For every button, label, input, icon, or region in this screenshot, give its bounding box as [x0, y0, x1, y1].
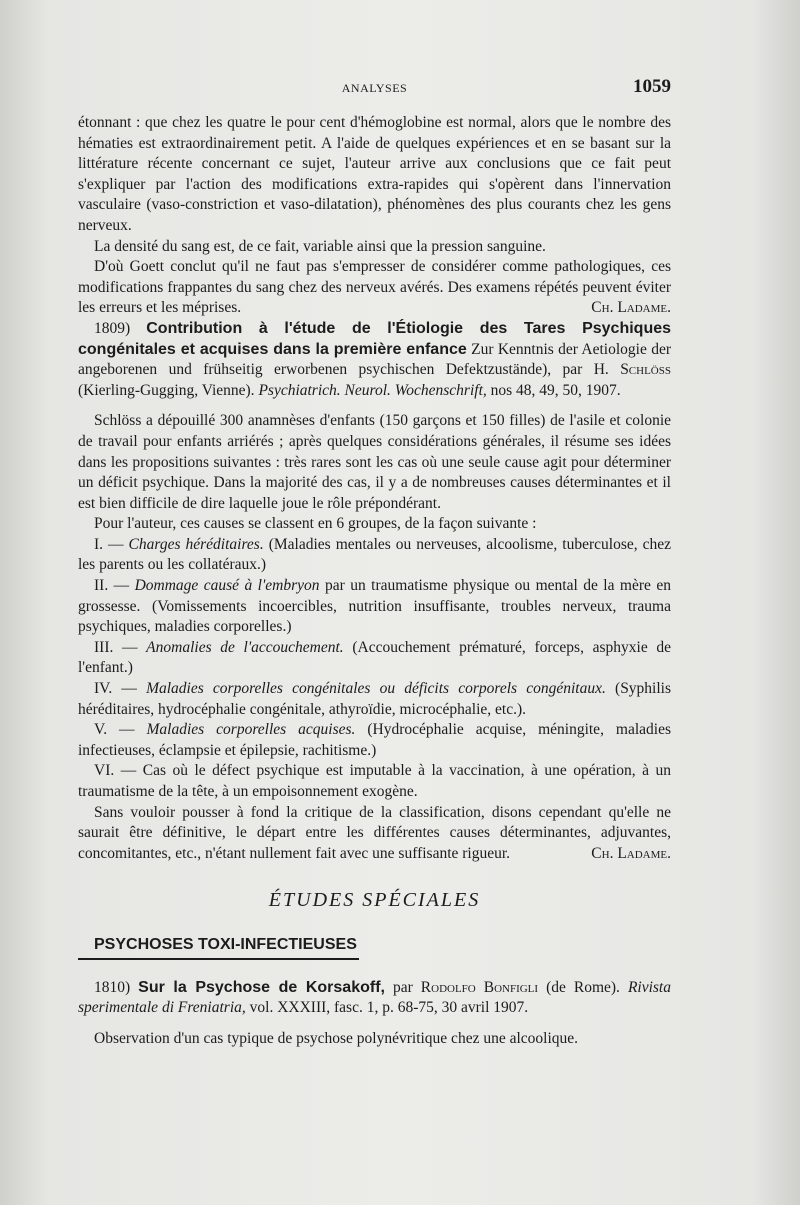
paragraph-text: D'où Goett conclut qu'il ne faut pas s'empresser de considérer comme pathologiques, ces modifications frappantes du sang chez des nerveux avérés. Des examens répétés peuvent éviter les erreurs et les méprises. — [78, 258, 671, 317]
paragraph — [78, 803, 671, 865]
entry-issue: nos 48, 49, 50, 1907. — [486, 381, 621, 399]
page-number: 1059 — [633, 76, 671, 97]
entry-title: Contribution à l'étude de l'Étiologie des Tares Psychiques congénitales et acquises dans la première enfance — [78, 319, 672, 358]
group-item — [78, 679, 671, 720]
paragraph-text: Sans vouloir pousser à fond la critique de la classification, disons cependant qu'elle ne saurait être définitive, le départ entre les différentes causes déterminantes, adjuvantes, concomitantes, etc., n'étant nullement fait avec une suffisante rigueur. — [78, 803, 671, 862]
section-heading: ÉTUDES SPÉCIALES — [268, 889, 481, 912]
entry-place: (de Rome). — [538, 978, 628, 996]
paragraph: Pour l'auteur, ces causes se classent en 6 groupes, de la façon suivante : — [94, 515, 537, 533]
entry-subtitle: Zur Kenntnis der Aetiologie der angeborenen und frühseitig erworbenen psychischen Defektzustände), par H. — [78, 340, 671, 379]
subsection-heading: PSYCHOSES TOXI-INFECTIEUSES — [78, 935, 359, 960]
group-number: IV. — — [94, 680, 147, 698]
group-number: VI. — — [94, 762, 143, 780]
bibliography-entry-1809 — [78, 319, 671, 401]
group-title: Maladies corporelles acquises. — [146, 721, 356, 739]
group-number: I. — — [94, 535, 129, 553]
entry-by: par — [384, 978, 421, 996]
group-item — [78, 761, 671, 802]
group-item — [78, 576, 671, 638]
group-number: II. — — [94, 577, 135, 595]
group-title: Charges héréditaires. — [128, 535, 264, 553]
group-title: Dommage causé à l'embryon — [134, 577, 320, 595]
entry-author: Rodolfo Bonfigli — [420, 978, 539, 996]
bibliography-entry-1810 — [78, 978, 671, 1019]
subsection-heading-wrap — [78, 935, 671, 960]
entry-title: Sur la Psychose de Korsakoff, — [138, 978, 385, 996]
group-number: III. — — [94, 638, 147, 656]
author-signature: Ch. Ladame. — [591, 844, 671, 862]
group-item — [78, 638, 671, 679]
page-header — [78, 78, 671, 100]
entry-issue: vol. XXXIII, fasc. 1, p. 68-75, 30 avril 1907. — [245, 999, 529, 1017]
group-text: (Hydrocéphalie acquise, méningite, maladies infectieuses, éclampsie et épilepsie, rachitisme.) — [78, 721, 671, 759]
paragraph: Schlöss a dépouillé 300 anamnèses d'enfants (150 garçons et 150 filles) de l'asile et colonie de travail pour enfants arriérés ; après quelques considérations générales, il résume ses idées dans les propositions suivantes : très rares sont les cas où une seule cause agit pour déterminer un déficit psychique. Dans la majorité des cas, il y a de nombreuses causes déterminantes et il est bien difficile de dire laquelle joue le rôle prépondérant. — [78, 412, 671, 512]
entry-number: 1809) — [94, 319, 131, 337]
group-text: (Maladies mentales ou nerveuses, alcoolisme, tuberculose, chez les parents ou les collatéraux.) — [78, 535, 671, 574]
entry-journal: Psychiatrich. Neurol. Wochenschrift, — [258, 381, 487, 399]
group-item — [78, 535, 671, 576]
group-text: (Accouchement prématuré, forceps, asphyxie de l'enfant.) — [78, 638, 671, 677]
entry-number: 1810) — [94, 978, 131, 996]
entry-author: Schlöss — [620, 361, 671, 379]
entry-journal: Rivista sperimentale di Freniatria, — [78, 978, 671, 1017]
group-text: par un traumatisme physique ou mental de la mère en grossesse. (Vomissements incoercibles, nutrition insuffisante, troubles nerveux, trauma psychiques, maladies corporelles.) — [78, 577, 671, 636]
group-number: V. — — [94, 721, 147, 739]
group-title: Maladies corporelles congénitales ou déficits corporels congénitaux. — [146, 680, 606, 698]
group-text: Cas où le défect psychique est imputable à la vaccination, à une opération, à un traumatisme de la tête, à un empoisonnement exogène. — [78, 762, 671, 800]
group-item — [78, 720, 671, 761]
running-title: ANALYSES — [341, 81, 408, 95]
paragraph: La densité du sang est, de ce fait, variable ainsi que la pression sanguine. — [94, 237, 546, 255]
paragraph — [78, 257, 671, 319]
group-text: (Syphilis héréditaires, hydrocéphalie congénitale, athyroïdie, microcéphalie, etc.). — [78, 680, 672, 718]
paragraph: Observation d'un cas typique de psychose polynévritique chez une alcoolique. — [94, 1029, 579, 1047]
paragraph: étonnant : que chez les quatre le pour cent d'hémoglobine est normal, alors que le nombre des hématies est extraordinairement petit. A l'aide de quelques expériences et en se basant sur la littérature récente concernant ce sujet, l'auteur arrive aux conclusions que ce fait peut s'expliquer par l'action des modifications extra-rapides qui s'opèrent dans l'innervation vasculaire (vaso-constriction et vaso-dilatation), phénomènes des plus courants chez les gens nerveux. — [78, 114, 671, 234]
entry-place: (Kierling-Gugging, Vienne). — [78, 381, 259, 399]
page-body — [78, 113, 671, 1049]
author-signature: Ch. Ladame. — [591, 299, 671, 317]
group-title: Anomalies de l'accouchement. — [146, 638, 344, 656]
